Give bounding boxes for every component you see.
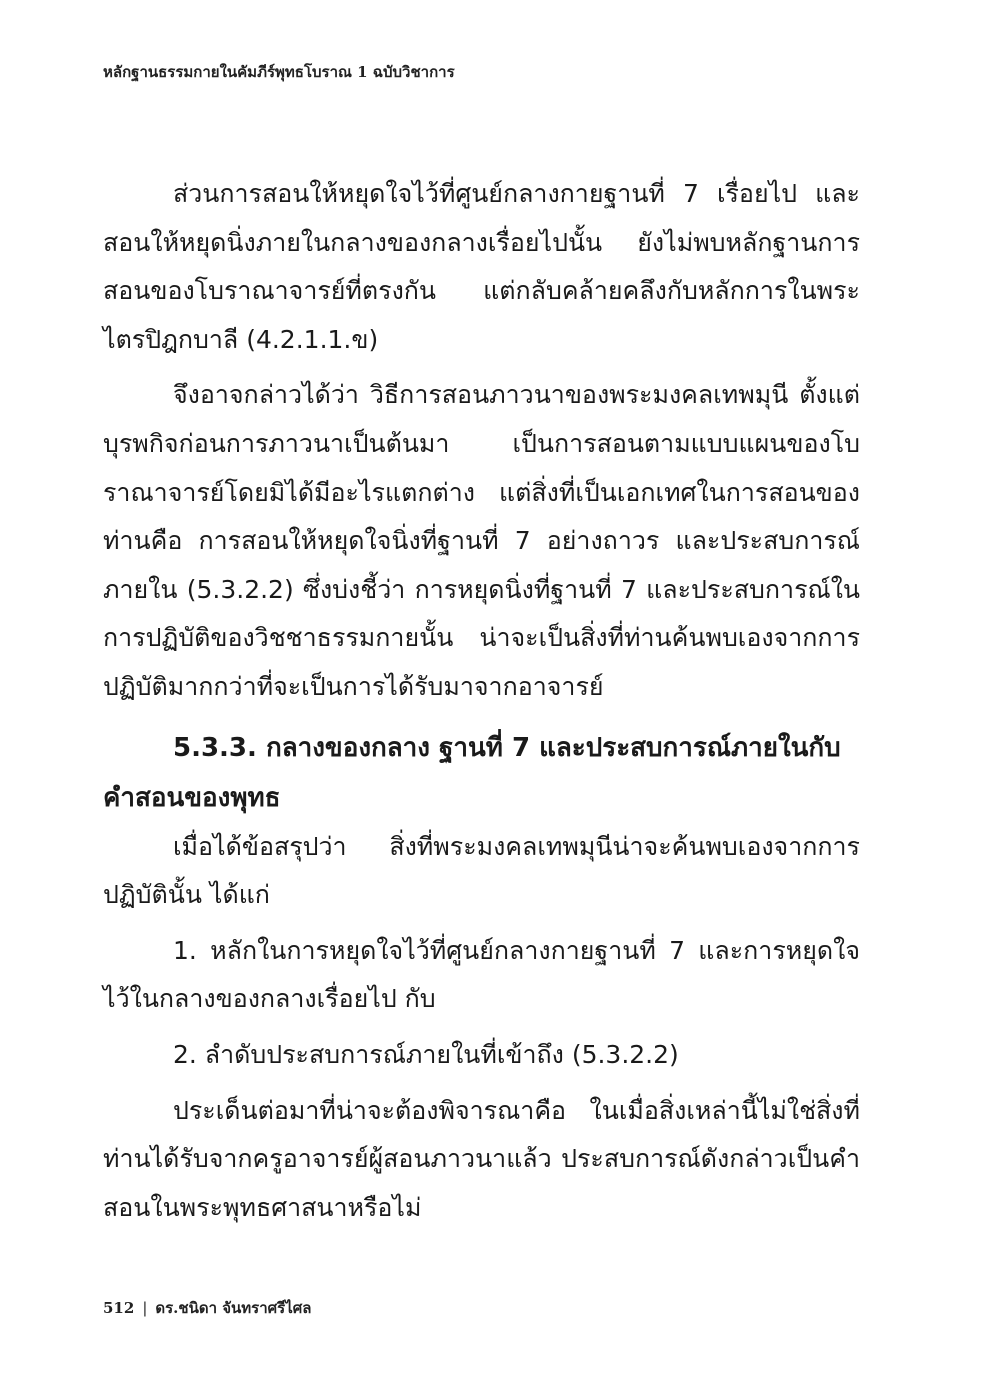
page-body (103, 170, 860, 1232)
body-paragraph: จึงอาจกล่าวได้ว่า วิธีการสอนภาวนาของพระมงคลเทพมุนี ตั้งแต่บุรพกิจก่อนการภาวนาเป็นต้นมา เป็นการสอนตามแบบแผนของโบราณาจารย์โดยมิได้มีอะไรแตกต่าง แต่สิ่งที่เป็นเอกเทศในการสอนของท่านคือ การสอนให้หยุดใจนิ่งที่ฐานที่ 7 อย่างถาวร และประสบการณ์ภายใน (5.3.2.2) ซึ่งบ่งชี้ว่า การหยุดนิ่งที่ฐานที่ 7 และประสบการณ์ในการปฏิบัติของวิชชาธรรมกายนั้น น่าจะเป็นสิ่งที่ท่านค้นพบเองจากการปฏิบัติมากกว่าที่จะเป็นการได้รับมาจากอาจารย์ (103, 380, 860, 701)
page-footer (103, 1296, 311, 1320)
page-number: 512 (103, 1299, 135, 1317)
body-paragraph: ส่วนการสอนให้หยุดใจไว้ที่ศูนย์กลางกายฐานที่ 7 เรื่อยไป และสอนให้หยุดนิ่งภายในกลางของกลางเรื่อยไปนั้น ยังไม่พบหลักฐานการสอนของโบราณาจารย์ที่ตรงกัน แต่กลับคล้ายคลึงกับหลักการในพระไตรปิฎกบาลี (4.2.1.1.ข) (103, 179, 860, 354)
numbered-item: 1. หลักในการหยุดใจไว้ที่ศูนย์กลางกายฐานที่ 7 และการหยุดใจไว้ในกลางของกลางเรื่อยไป กับ (103, 935, 860, 1014)
footer-separator: | (142, 1299, 148, 1317)
author-name: ดร.ชนิดา จันทราศรีไศล (155, 1299, 312, 1317)
section-paragraph: เมื่อได้ข้อสรุปว่า สิ่งที่พระมงคลเทพมุนีน่าจะค้นพบเองจากการปฏิบัตินั้น ได้แก่ (103, 831, 860, 910)
section-paragraph: ประเด็นต่อมาที่น่าจะต้องพิจารณาคือ ในเมื่อสิ่งเหล่านี้ไม่ใช่สิ่งที่ท่านได้รับจากครูอาจารย์ผู้สอนภาวนาแล้ว ประสบการณ์ดังกล่าวเป็นคำสอนในพระพุทธศาสนาหรือไม่ (103, 1095, 860, 1222)
numbered-item: 2. ลำดับประสบการณ์ภายในที่เข้าถึง (5.3.2.2) (173, 1039, 679, 1069)
running-header: หลักฐานธรรมกายในคัมภีร์พุทธโบราณ 1 ฉบับวิชาการ (103, 63, 455, 81)
section-heading: 5.3.3. กลางของกลาง ฐานที่ 7 และประสบการณ์ภายในกับคำสอนของพุทธ (103, 732, 841, 813)
